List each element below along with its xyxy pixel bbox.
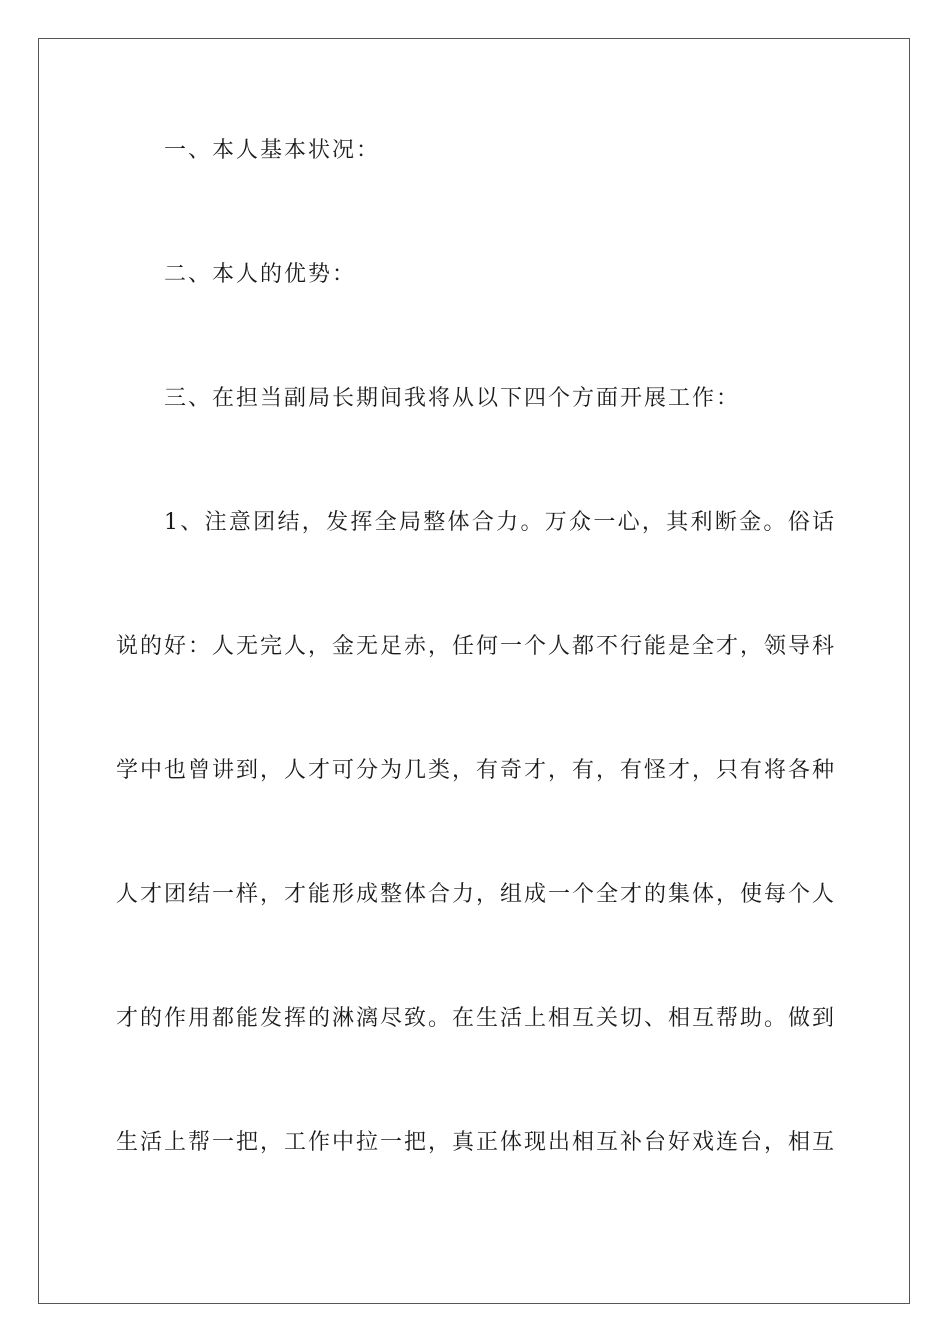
paragraph-line: 才的作用都能发挥的淋漓尽致。在生活上相互关切、相互帮助。做到	[116, 1006, 837, 1031]
page-border	[38, 38, 910, 1304]
paragraph-line: 1、注意团结，发挥全局整体合力。万众一心，其利断金。俗话	[164, 510, 836, 535]
heading-work-plan: 三、在担当副局长期间我将从以下四个方面开展工作：	[164, 386, 741, 411]
paragraph-line: 学中也曾讲到，人才可分为几类，有奇才，有，有怪才，只有将各种	[116, 758, 837, 783]
heading-basic-info: 一、本人基本状况：	[164, 138, 381, 163]
paragraph-line: 生活上帮一把，工作中拉一把，真正体现出相互补台好戏连台，相互	[116, 1130, 837, 1155]
heading-advantages: 二、本人的优势：	[164, 262, 357, 287]
paragraph-line: 说的好：人无完人，金无足赤，任何一个人都不行能是全才，领导科	[116, 634, 837, 659]
paragraph-line: 人才团结一样，才能形成整体合力，组成一个全才的集体，使每个人	[116, 882, 837, 907]
